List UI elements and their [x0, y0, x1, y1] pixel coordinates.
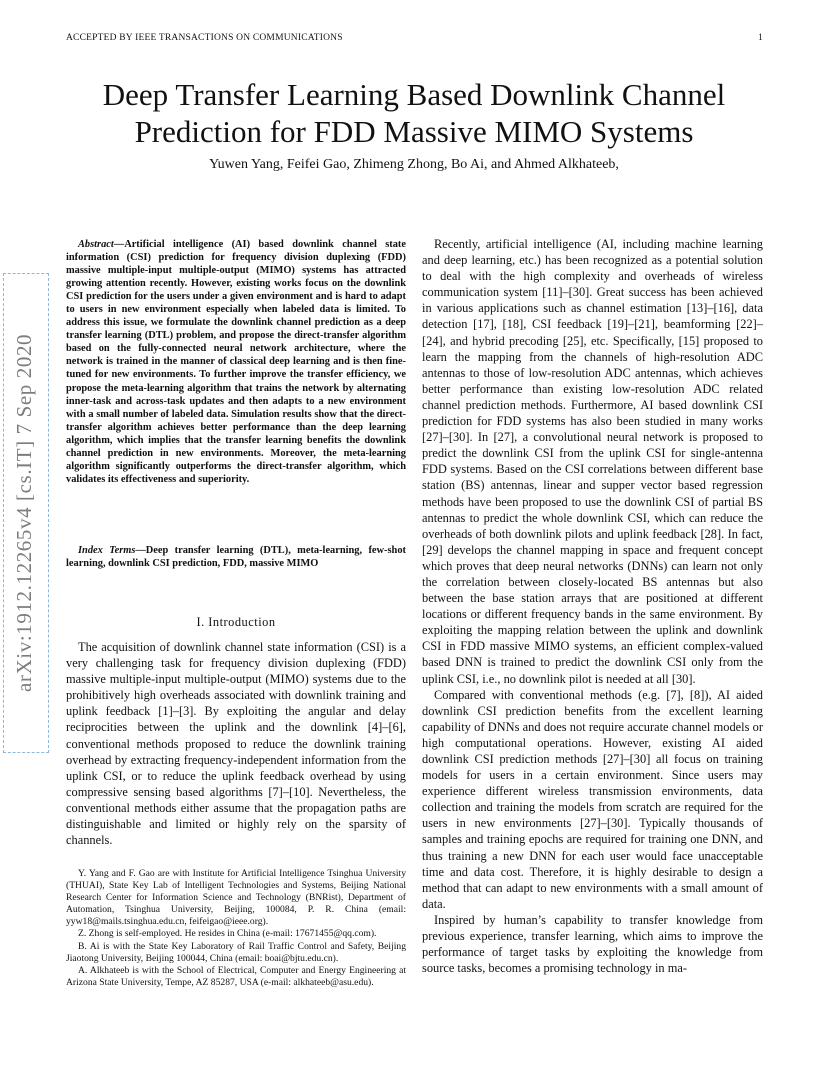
page-number: 1 [758, 33, 763, 43]
body-paragraph: Inspired by human’s capability to transfer knowledge from previous experience, transfer learning, which aims to improve the performance of target tasks by exploiting the knowledge from source tasks, becomes a promising technology in ma- [422, 912, 763, 976]
paper-title [0, 76, 828, 150]
intro-paragraph [66, 639, 406, 848]
section-heading-introduction: I. Introduction [196, 615, 276, 629]
title-line-1: Deep Transfer Learning Based Downlink Channel [102, 77, 726, 112]
footnote: Z. Zhong is self-employed. He resides in China (e-mail: 17671455@qq.com). [78, 928, 377, 940]
running-header: ACCEPTED BY IEEE TRANSACTIONS ON COMMUNICATIONS [66, 33, 343, 43]
title-line-2: Prediction for FDD Massive MIMO Systems [134, 114, 694, 149]
footnote: Y. Yang and F. Gao are with Institute for Artificial Intelligence Tsinghua University (THUAI), State Key Lab of Intelligent Technologies and Systems, Beijing National Research Center for Information Science and Technology (BNRist), Department of Automation, Tsinghua University, Beijing, 100084, P. R. China (email: yyw18@mails.tsinghua.edu.cn, feifeigao@ieee.org). [66, 868, 406, 928]
abstract [66, 238, 406, 486]
footnote: A. Alkhateeb is with the School of Electrical, Computer and Energy Engineering at Arizona State University, Tempe, AZ 85287, USA (e-mail: alkhateeb@asu.edu). [66, 964, 406, 988]
author-list: Yuwen Yang, Feifei Gao, Zhimeng Zhong, Bo Ai, and Ahmed Alkhateeb, [209, 157, 619, 172]
footnote: B. Ai is with the State Key Laboratory of Rail Traffic Control and Safety, Beijing Jiaotong University, Beijing 100044, China (email: boai@bjtu.edu.cn). [66, 940, 406, 964]
intro-text: The acquisition of downlink channel state information (CSI) is a very challenging task for frequency division duplexing (FDD) massive multiple-input multiple-output (MIMO) systems due to the prohibitively high overheads associated with downlink training and uplink feedback [1]–[3]. By exploiting the angular and delay reciprocities between the uplink and the downlink [4]–[6], conventional methods proposed to reduce the downlink training overhead by extracting frequency-independent information from the uplink CSI, or to reduce the uplink feedback overhead by using compressive sensing based algorithms [7]–[10]. Nevertheless, the conventional methods either assume that the propagation paths are distinguishable and limited or highly rely on the sparsity of channels. [66, 640, 406, 848]
index-terms [66, 544, 406, 570]
author-footnotes [66, 868, 406, 989]
index-terms-label: Index Terms [78, 545, 136, 556]
abstract-text: —Artificial intelligence (AI) based downlink channel state information (CSI) prediction for frequency division duplexing (FDD) massive multiple-input multiple-output (MIMO) systems has attracted growing attention recently. However, existing works focus on the downlink CSI prediction for the users under a given environment and is hard to adapt to users in new environment especially when labeled data is limited. To address this issue, we formulate the downlink channel prediction as a deep transfer learning (DTL) problem, and propose the direct-transfer algorithm based on the fully-connected neural network architecture, where the network is trained in the manner of classical deep learning and is then fine-tuned for new environments. To further improve the transfer efficiency, we propose the meta-learning algorithm that trains the network by alternating inner-task and across-task updates and then adapts to a new environment with a small number of labeled data. Simulation results show that the direct-transfer algorithm achieves better performance than the deep learning algorithm, which implies that the transfer learning benefits the downlink channel prediction in new environments. Moreover, the meta-learning algorithm significantly outperforms the direct-transfer algorithm, which validates its effectiveness and superiority. [66, 239, 406, 485]
arxiv-stamp[interactable]: arXiv:1912.12265v4 [cs.IT] 7 Sep 2020 [3, 273, 49, 753]
body-paragraph: Compared with conventional methods (e.g. [7], [8]), AI aided downlink CSI prediction benefits from the excellent learning capability of DNNs and does not require accurate channel models or high computational operations. However, existing AI aided downlink CSI prediction methods [27]–[30] all focus on training models for users in a certain environment. Since users may experience different wireless transmission environments, data collection and training the models from scratch are required for the users in new environments [27]–[30]. Typically thousands of samples and training epochs are required for training one DNN, and thus training a new DNN for each user would face unacceptable time and data cost. Therefore, it is highly desirable to design a method that can adapt to new environments with a small amount of data. [422, 687, 763, 911]
right-column-body [422, 236, 763, 976]
body-paragraph: Recently, artificial intelligence (AI, including machine learning and deep learning, etc.) has been recognized as a potential solution to deal with the high complexity and overheads of wireless communication system [11]–[30]. Great success has been achieved in various applications such as channel estimation [13]–[16], data detection [17], [18], CSI feedback [19]–[21], beamforming [22]–[24], and hybrid precoding [25], etc. Specifically, [15] proposed to learn the mapping from the channels of high-resolution ADC antennas to those of low-resolution ADC antennas, which achieves better performance than existing low-resolution ADC related channel prediction methods. Furthermore, AI based downlink CSI prediction for FDD systems has also been studied in many works [27]–[30]. In [27], a convolutional neural network is proposed to predict the downlink CSI from the uplink CSI for single-antenna FDD systems. Based on the CSI correlations between different base station (BS) antennas, linear and supper vector based regression methods have been proposed to use the downlink CSI of partial BS antennas to predict the whole downlink CSI, which can reduce the overheads of both downlink pilots and uplink feedback [28]. In fact, [29] develops the channel mapping in space and frequent concept which proves that deep neural networks (DNNs) can learn not only the correlation between closely-located BS antennas but also between the base station arrays that are positioned at different locations or different frequency bands in the same environment. By exploiting the mapping relation between the uplink and downlink CSI in FDD massive MIMO systems, an efficient complex-valued based DNN is trained to predict the downlink CSI only from the uplink CSI, i.e., no downlink pilot is needed at all [30]. [422, 237, 763, 686]
abstract-label: Abstract [78, 239, 114, 250]
index-terms-text: —Deep transfer learning (DTL), meta-learning, few-shot learning, downlink CSI prediction, FDD, massive MIMO [66, 545, 406, 570]
